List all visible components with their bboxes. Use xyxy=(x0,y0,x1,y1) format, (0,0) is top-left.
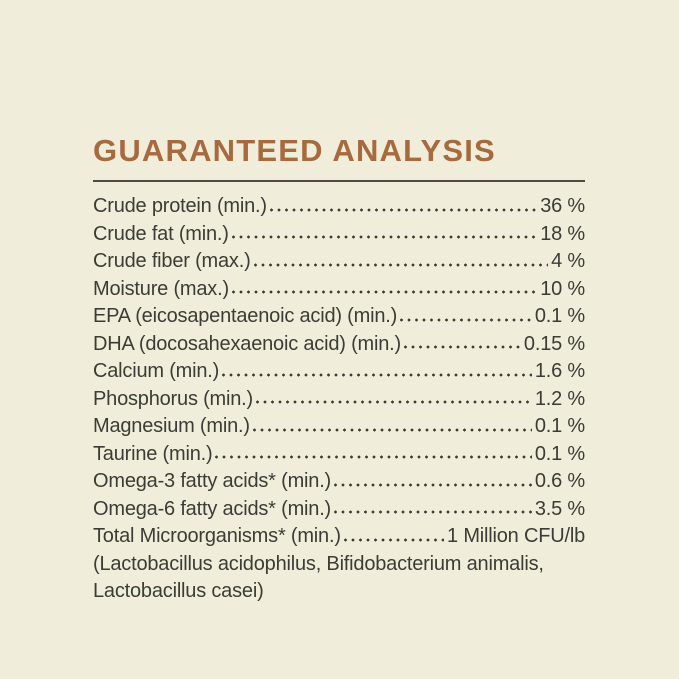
nutrient-label: Phosphorus (min.) xyxy=(93,387,253,410)
analysis-row xyxy=(93,248,585,276)
leader-dots xyxy=(270,208,537,212)
leader-dots xyxy=(256,400,532,404)
nutrient-value: 3.5 % xyxy=(534,497,585,520)
nutrient-value: 1.2 % xyxy=(534,387,585,410)
nutrient-value: 0.1 % xyxy=(534,415,585,437)
nutrient-label: Calcium (min.) xyxy=(93,360,220,382)
analysis-row xyxy=(93,496,585,524)
leader-dots xyxy=(232,235,537,239)
nutrient-value: 0.1 % xyxy=(534,442,585,465)
nutrient-label: Crude fat (min.) xyxy=(93,222,229,245)
nutrient-label: Omega-3 fatty acids* (min.) xyxy=(93,470,332,492)
leader-dots xyxy=(404,345,521,349)
analysis-list xyxy=(93,193,585,606)
nutrient-label: Moisture (max.) xyxy=(93,277,229,300)
analysis-row xyxy=(93,276,585,304)
analysis-row xyxy=(93,386,585,414)
page-title: GUARANTEED ANALYSIS xyxy=(93,133,496,168)
analysis-row xyxy=(93,193,585,221)
nutrient-label: Omega-6 fatty acids* (min.) xyxy=(93,497,332,520)
leader-dots xyxy=(334,510,532,514)
nutrient-label: DHA (docosahexaenoic acid) (min.) xyxy=(93,332,401,355)
guaranteed-analysis-panel xyxy=(93,133,585,606)
analysis-row xyxy=(93,413,585,441)
nutrient-value: 1 Million CFU/lb xyxy=(447,525,585,547)
analysis-row xyxy=(93,221,585,249)
nutrient-value: 1.6 % xyxy=(534,360,585,382)
analysis-row xyxy=(93,331,585,359)
title-divider xyxy=(93,180,585,182)
leader-dots xyxy=(344,538,444,542)
leader-dots xyxy=(232,290,537,294)
leader-dots xyxy=(400,318,532,322)
analysis-row xyxy=(93,441,585,469)
nutrient-value: 36 % xyxy=(540,195,585,217)
nutrient-label: EPA (eicosapentaenoic acid) (min.) xyxy=(93,305,398,327)
nutrient-value: 0.1 % xyxy=(534,305,585,327)
nutrient-label: Magnesium (min.) xyxy=(93,415,250,437)
nutrient-label: Taurine (min.) xyxy=(93,442,213,465)
microorganisms-footnote-line-2: Lactobacillus casei) xyxy=(93,580,264,602)
leader-dots xyxy=(254,263,549,267)
leader-dots xyxy=(253,428,532,432)
analysis-row xyxy=(93,523,585,551)
nutrient-label: Crude protein (min.) xyxy=(93,195,267,217)
nutrient-label: Total Microorganisms* (min.) xyxy=(93,525,341,547)
leader-dots xyxy=(215,455,531,459)
analysis-row xyxy=(93,468,585,496)
leader-dots xyxy=(334,483,532,487)
nutrient-value: 0.6 % xyxy=(534,470,585,492)
nutrient-value: 4 % xyxy=(551,250,585,272)
analysis-row xyxy=(93,303,585,331)
leader-dots xyxy=(222,373,532,377)
analysis-row xyxy=(93,358,585,386)
nutrient-label: Crude fiber (max.) xyxy=(93,250,251,272)
nutrient-value: 0.15 % xyxy=(523,332,585,355)
nutrient-value: 10 % xyxy=(540,277,585,300)
microorganisms-footnote-line-1: (Lactobacillus acidophilus, Bifidobacterium animalis, xyxy=(93,552,544,575)
nutrient-value: 18 % xyxy=(540,222,585,245)
